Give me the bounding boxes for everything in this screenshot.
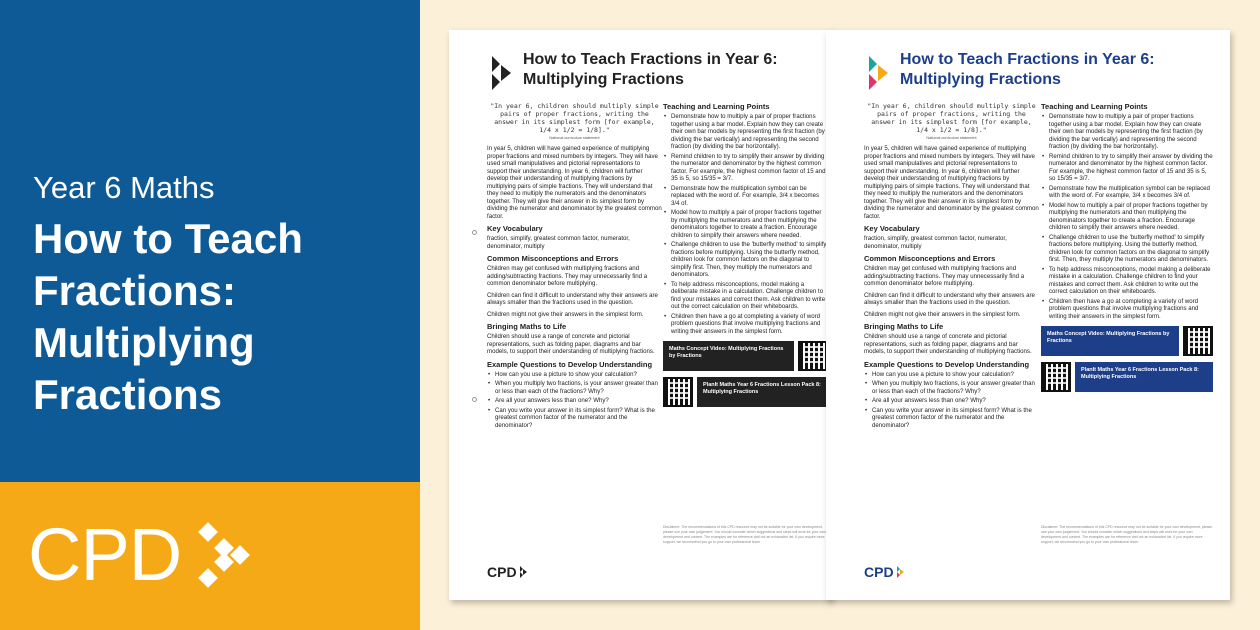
list-item: • Demonstrate how to multiply a pair of proper fractions together using a bar model. Explain how they can create their own bar models by representing the first fraction (by dividing the bar vertically) and representing the second fraction (by dividing the bar horizontally). — [1041, 113, 1213, 151]
list-item: • Demonstrate how to multiply a pair of proper fractions together using a bar model. Explain how they can create their own bar models by representing the first fraction (by dividing the bar vertically) and representing the second fraction (by dividing the bar horizontally). — [663, 113, 828, 151]
teaching-heading: Teaching and Learning Points — [1041, 102, 1148, 111]
quote-source: National curriculum statement — [926, 136, 977, 140]
list-item: • Model how to multiply a pair of proper fractions together by multiplying the numerators and then multiplying the denominators together to create a fraction. Encourage children to simplify their answers where needed. — [663, 209, 828, 239]
qr-code-icon — [798, 341, 828, 371]
banner-subtitle: Year 6 Maths — [33, 170, 215, 205]
lesson-pack-label: PlanIt Maths Year 6 Fractions Lesson Pack 8: Multiplying Fractions — [697, 377, 828, 407]
teaching-list — [1041, 113, 1213, 320]
vocab-heading: Key Vocabulary — [487, 224, 543, 233]
left-column — [864, 102, 1039, 431]
examples-list — [487, 371, 662, 430]
misconception-item: Children can find it difficult to understand why their answers are always smaller than the fractions used in the question. — [487, 291, 658, 306]
curriculum-quote: "In year 6, children should multiply simple pairs of proper fractions, writing the answer in its simplest form [for example, 1/4 x 1/2 = 1/8]." — [867, 102, 1036, 134]
misconception-item: Children might not give their answers in the simplest form. — [487, 310, 644, 318]
document-page-bw — [449, 30, 832, 600]
document-title-line1: How to Teach Fractions in Year 6: — [900, 51, 1155, 68]
document-title — [523, 50, 778, 90]
document-footer — [864, 564, 906, 580]
examples-heading: Example Questions to Develop Understanding — [487, 359, 653, 369]
document-page-color — [826, 30, 1230, 600]
punch-hole — [472, 230, 477, 235]
teaching-heading: Teaching and Learning Points — [663, 102, 770, 111]
intro-paragraph: In year 5, children will have gained experience of multiplying proper fractions and mixed numbers by integers. They will have used small manipulatives and pictorial representations to support their understanding. In year 6, children will further develop their understanding of multiplying fractions by multiplying pairs of simple fractions. They will understand that they need to multiply the numerators and the denominators together. They will give their answer in its simplest form by dividing the numerator and denominator by the greatest common factor. — [487, 145, 662, 220]
list-item: • To help address misconceptions, model making a deliberate mistake in a calculation. Challenge children to find your mistakes and correct them. Ask children to write out the correct calculation on their whiteboards. — [1041, 266, 1213, 296]
video-link-box[interactable] — [663, 341, 828, 371]
right-column — [663, 102, 828, 407]
lesson-pack-link-box[interactable] — [663, 377, 828, 407]
list-item: • How can you use a picture to show your calculation? — [864, 371, 1039, 379]
disclaimer: Disclaimer: The recommendations of this CPD resource may not be suitable for your own development, please use your own judgement. You should consider which suggestions and steps will work for your own development and context. The examples are for reference and not an exhaustive list. If you require more support, we recommend you go to your own professional team. — [1041, 525, 1213, 544]
qr-code-icon — [1041, 362, 1071, 392]
bringing-heading: Bringing Maths to Life — [487, 322, 567, 331]
examples-heading: Example Questions to Develop Understanding — [864, 359, 1030, 369]
list-item: • Challenge children to use the 'butterfly method' to simplify fractions before multiplying. Using the butterfly method, children look for common factors on the diagonal to simplify first. Then, they multiply the numerators and denominators. — [663, 241, 828, 279]
list-item: • Can you write your answer in its simplest form? What is the greatest common factor of the numerator and the denominator? — [487, 407, 662, 430]
right-column — [1041, 102, 1213, 392]
footer-chevrons-icon — [896, 565, 906, 579]
lesson-pack-label: PlanIt Maths Year 6 Fractions Lesson Pack 8: Multiplying Fractions — [1075, 362, 1213, 392]
intro-paragraph: In year 5, children will have gained experience of multiplying proper fractions and mixed numbers by integers. They will have used small manipulatives and pictorial representations to support their understanding. In year 6, children will further develop their understanding of multiplying fractions by multiplying pairs of simple fractions. They will understand that they need to multiply the numerators and the denominators together. They will give their answer in its simplest form by dividing the numerator and denominator by the greatest common factor. — [864, 145, 1039, 220]
list-item: • Children then have a go at completing a variety of word problem questions that involve multiplying fractions and writing their answers in the simplest form. — [1041, 298, 1213, 321]
cpd-chevrons-icon — [195, 519, 253, 591]
misconception-item: Children might not give their answers in the simplest form. — [864, 310, 1021, 318]
list-item: • When you multiply two fractions, is your answer greater than or less than each of the fractions? Why? — [487, 380, 662, 395]
vocab-heading: Key Vocabulary — [864, 224, 920, 233]
list-item: • Demonstrate how the multiplication symbol can be replaced with the word of. For example, 3/4 x becomes 3/4 of. — [1041, 185, 1213, 200]
footer-chevrons-icon — [519, 565, 529, 579]
misconceptions-heading: Common Misconceptions and Errors — [864, 254, 996, 263]
document-title-line1: How to Teach Fractions in Year 6: — [523, 51, 778, 68]
cpd-logo-text: CPD — [28, 513, 182, 596]
list-item: • Remind children to try to simplify their answer by dividing the numerator and denominator by the highest common factor. For example, the highest common factor of 15 and 35 is 5, so 15/35 = 3/7. — [1041, 153, 1213, 183]
disclaimer: Disclaimer: The recommendations of this CPD resource may not be suitable for your own development, please use your own judgement. You should consider which suggestions and steps will work for your own development and context. The examples are for reference and not an exhaustive list. If you require more support, we recommend you go to your own professional team. — [663, 525, 826, 544]
banner-title: How to Teach Fractions: Multiplying Fractions — [33, 215, 303, 418]
footer-logo-text: CPD — [487, 564, 517, 580]
qr-code-icon — [1183, 326, 1213, 356]
document-title-line2: Multiplying Fractions — [900, 71, 1061, 88]
list-item: • Model how to multiply a pair of proper fractions together by multiplying the numerators and then multiplying the denominators together to create a fraction. Encourage children to simplify their answers where needed. — [1041, 202, 1213, 232]
document-header — [866, 50, 1155, 93]
list-item: • When you multiply two fractions, is your answer greater than or less than each of the fractions? Why? — [864, 380, 1039, 395]
list-item: • Are all your answers less than one? Why? — [864, 397, 1039, 405]
video-link-label: Maths Concept Video: Multiplying Fractions by Fractions — [663, 341, 794, 371]
list-item: • How can you use a picture to show your calculation? — [487, 371, 662, 379]
teaching-list — [663, 113, 828, 335]
qr-code-icon — [663, 377, 693, 407]
misconception-item: Children can find it difficult to understand why their answers are always smaller than the fractions used in the question. — [864, 291, 1035, 306]
bringing-text: Children should use a range of concrete and pictorial representations, such as folding paper, diagrams and bar models, to support their understanding of multiplying fractions. — [487, 333, 655, 355]
document-title — [900, 50, 1155, 90]
lesson-pack-link-box[interactable] — [1041, 362, 1213, 392]
list-item: • Demonstrate how the multiplication symbol can be replaced with the word of. For example, 3/4 x becomes 3/4 of. — [663, 185, 828, 208]
list-item: • Children then have a go at completing a variety of word problem questions that involve multiplying fractions and writing their answers in the simplest form. — [663, 313, 828, 336]
footer-logo-text: CPD — [864, 564, 894, 580]
list-item: • Remind children to try to simplify their answer by dividing the numerator and denominator by the highest common factor. For example, the highest common factor of 15 and 35 is 5, so 15/35 = 3/7. — [663, 153, 828, 183]
chevrons-icon — [489, 53, 515, 93]
vocab-text: fraction, simplify, greatest common factor, numerator, denominator, multiply — [864, 235, 1007, 250]
video-link-label: Maths Concept Video: Multiplying Fractions by Fractions — [1041, 326, 1179, 356]
document-footer — [487, 564, 529, 580]
left-column — [487, 102, 662, 431]
examples-list — [864, 371, 1039, 430]
punch-hole — [472, 397, 477, 402]
document-title-line2: Multiplying Fractions — [523, 71, 684, 88]
curriculum-quote: "In year 6, children should multiply simple pairs of proper fractions, writing the answer in its simplest form [for example, 1/4 x 1/2 = 1/8]." — [490, 102, 659, 134]
document-header — [489, 50, 778, 93]
misconceptions-heading: Common Misconceptions and Errors — [487, 254, 619, 263]
list-item: • Are all your answers less than one? Why? — [487, 397, 662, 405]
cpd-logo — [28, 515, 253, 595]
quote-source: National curriculum statement — [549, 136, 600, 140]
bringing-text: Children should use a range of concrete and pictorial representations, such as folding paper, diagrams and bar models, to support their understanding of multiplying fractions. — [864, 333, 1032, 355]
chevrons-icon — [866, 53, 892, 93]
list-item: • Can you write your answer in its simplest form? What is the greatest common factor of the numerator and the denominator? — [864, 407, 1039, 430]
video-link-box[interactable] — [1041, 326, 1213, 356]
bringing-heading: Bringing Maths to Life — [864, 322, 944, 331]
misconception-item: Children may get confused with multiplying fractions and adding/subtracting fractions. They may unnecessarily find a common denominator before multiplying. — [487, 265, 648, 287]
misconception-item: Children may get confused with multiplying fractions and adding/subtracting fractions. They may unnecessarily find a common denominator before multiplying. — [864, 265, 1025, 287]
list-item: • To help address misconceptions, model making a deliberate mistake in a calculation. Challenge children to find your mistakes and correct them. Ask children to write out the correct calculation on their whiteboards. — [663, 281, 828, 311]
vocab-text: fraction, simplify, greatest common factor, numerator, denominator, multiply — [487, 235, 630, 250]
list-item: • Challenge children to use the 'butterfly method' to simplify fractions before multiplying. Using the butterfly method, children look for common factors on the diagonal to simplify first. Then, they multiply the numerators and denominators. — [1041, 234, 1213, 264]
